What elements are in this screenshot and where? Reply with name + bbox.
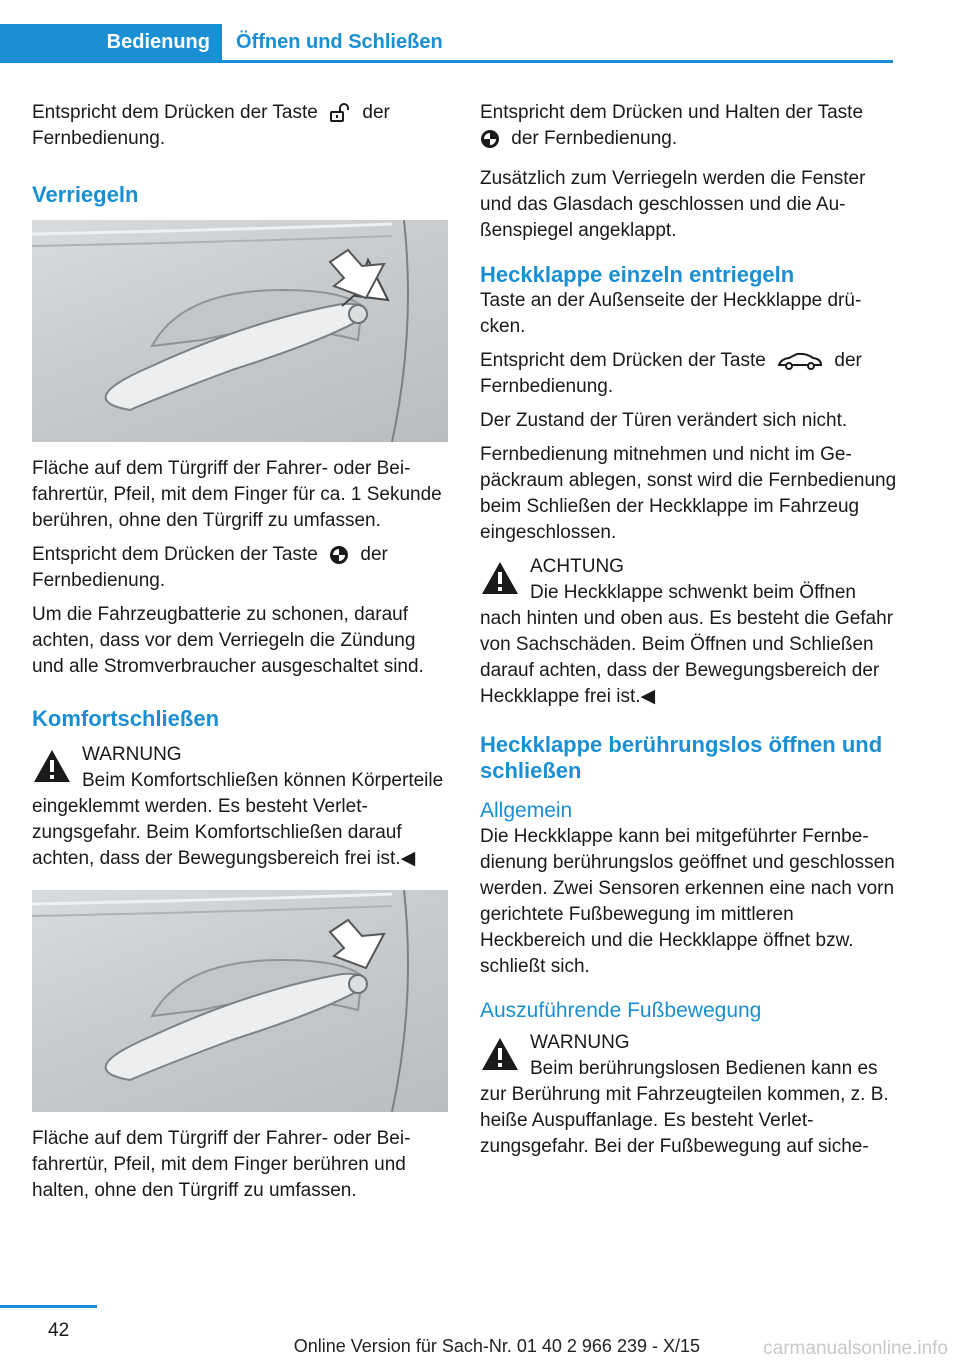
unlock-icon <box>329 103 351 123</box>
paragraph <box>32 542 448 594</box>
heading-verriegeln: Verriegeln <box>32 182 139 207</box>
caution-title: ACHTUNG <box>530 556 624 577</box>
paragraph: Fernbedienung mitnehmen und nicht im Gepäckraum ablegen, sonst wird die Fernbedienung beim Schließen der Heckklappe im Fahrzeug eingeschlossen. <box>480 444 897 543</box>
heading-allgemein: Allgemein <box>480 799 573 822</box>
watermark: carmanualsonline.info <box>763 1338 948 1359</box>
warning-box <box>32 742 448 872</box>
paragraph: Taste an der Außenseite der Heckklappe drücken. <box>480 290 862 337</box>
warning-title: WARNUNG <box>82 744 182 765</box>
text: der Fernbedienung. <box>511 128 678 149</box>
warning-title: WARNUNG <box>530 1032 630 1053</box>
heading-heckklappe-beruehrungslos: Heckklappe berührungslos öffnen und schließen <box>480 732 883 783</box>
door-handle-photo-2 <box>32 890 448 1112</box>
heading-komfortschliessen: Komfortschließen <box>32 706 220 731</box>
paragraph <box>32 100 448 152</box>
caution-text: Die Heckklappe schwenkt beim Öffnen nach hinten und oben aus. Es besteht die Gefahr von Sachschäden. Beim Öffnen und Schließen darauf achten, dass der Bewegungsbereich der Heckklappe frei ist.◀ <box>480 582 894 707</box>
left-column <box>32 100 448 1212</box>
warning-text: Beim Komfortschließen können Körperteile eingeklemmt werden. Es besteht Verletzungsgefahr. Beim Komfortschließen darauf achten, dass der Bewegungsbereich frei ist.◀ <box>32 770 444 869</box>
text: der Fernbedienung. <box>32 544 388 591</box>
paragraph: Fläche auf dem Türgriff der Fahrer- oder Beifahrertür, Pfeil, mit dem Finger berühren und halten, ohne den Türgriff zu umfassen. <box>32 1128 411 1201</box>
page-number: 42 <box>48 1320 70 1341</box>
heading-heckklappe-einzeln: Heckklappe einzeln entriegeln <box>480 262 795 287</box>
bmw-logo-key-icon <box>480 129 500 149</box>
heading-fussbewegung: Auszuführende Fußbewegung <box>480 999 762 1022</box>
paragraph: Um die Fahrzeugbatterie zu schonen, darauf achten, dass vor dem Verriegeln die Zündung und alle Stromverbraucher ausgeschaltet sind. <box>32 604 424 677</box>
header-divider <box>0 60 893 63</box>
paragraph: Zusätzlich zum Verriegeln werden die Fenster und das Glasdach geschlossen und die Außenspiegel angeklappt. <box>480 168 866 241</box>
door-handle-illustration <box>32 220 448 442</box>
bmw-logo-key-icon <box>329 545 349 565</box>
door-handle-photo <box>32 220 448 442</box>
warning-icon <box>480 1036 520 1072</box>
paragraph <box>480 100 898 152</box>
text: der Fernbedienung. <box>480 350 862 397</box>
tab-oeffnen-schliessen[interactable]: Öffnen und Schließen <box>236 30 443 53</box>
door-handle-illustration-2 <box>32 890 448 1112</box>
online-version-text: Online Version für Sach-Nr. 01 40 2 966 239 - X/15 <box>293 1336 700 1356</box>
footer-divider <box>0 1305 97 1308</box>
paragraph: Der Zustand der Türen verändert sich nicht. <box>480 410 848 431</box>
text: Entspricht dem Drücken und Halten der Taste <box>480 102 864 123</box>
warning-box-2 <box>480 1030 898 1160</box>
paragraph <box>480 348 898 400</box>
car-trunk-icon <box>777 351 823 371</box>
paragraph: Fläche auf dem Türgriff der Fahrer- oder Beifahrertür, Pfeil, mit dem Finger für ca. 1 Sekunde berühren, ohne den Türgriff zu umfassen. <box>32 458 442 531</box>
text: Entspricht dem Drücken der Taste <box>32 544 318 565</box>
text: Entspricht dem Drücken der Taste <box>32 102 318 123</box>
text: Entspricht dem Drücken der Taste <box>480 350 766 371</box>
caution-box <box>480 554 898 710</box>
paragraph: Die Heckklappe kann bei mitgeführter Fernbedienung berührungslos geöffnet und geschlossen werden. Zwei Sensoren erkennen eine nach vorn gerichtete Fußbewegung im mittleren Heckbereich und die Heckklappe öffnet bzw. schließt sich. <box>480 826 895 977</box>
warning-icon <box>480 560 520 596</box>
tab-bedienung[interactable]: Bedienung <box>0 24 222 60</box>
header-tabs <box>0 0 893 62</box>
warning-text: Beim berührungslosen Bedienen kann es zur Berührung mit Fahrzeugteilen kommen, z. B. heiße Auspuffanlage. Es besteht Verletzungsgefahr. Bei der Fußbewegung auf siche- <box>480 1058 889 1157</box>
text: der Fernbedienung. <box>32 102 390 149</box>
right-column <box>480 100 898 1160</box>
warning-icon <box>32 748 72 784</box>
